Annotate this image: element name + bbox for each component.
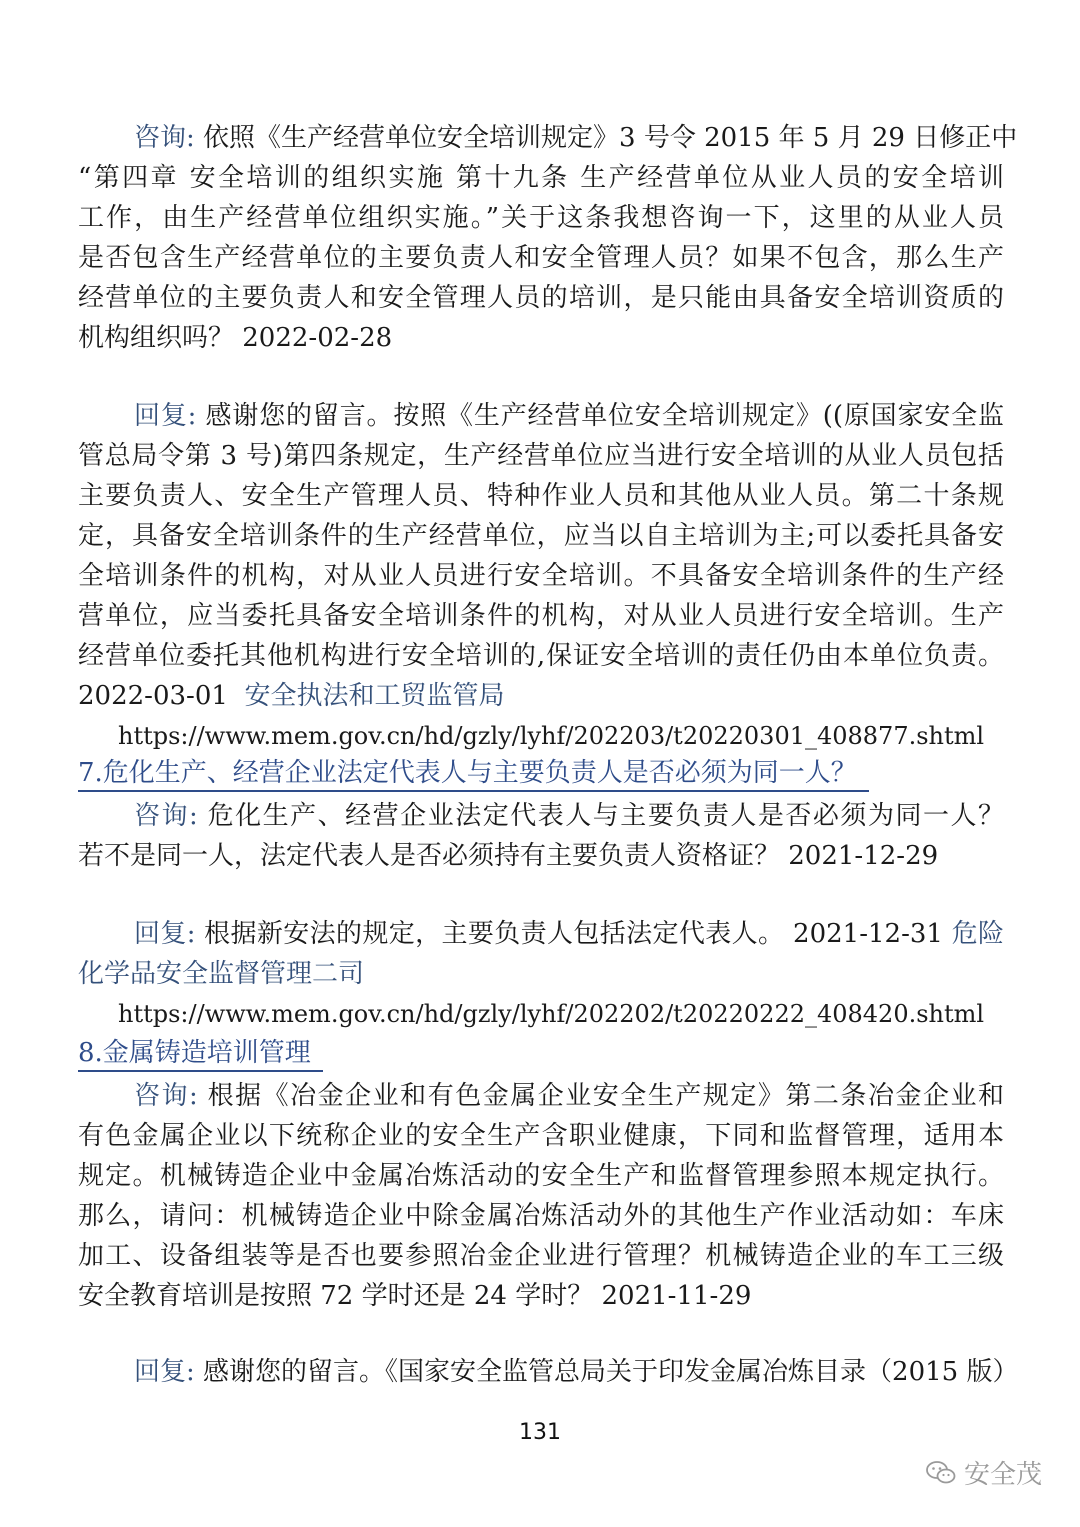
- text-line-content: 感谢您的留言。《国家安全监管总局关于印发金属冶炼目录（2015 版）: [194, 1357, 1019, 1387]
- text-line-content: 依照《生产经营单位安全培训规定》3 号令 2015 年 5 月 29 日修正中: [194, 123, 1018, 153]
- section-heading-8[interactable]: 8.金属铸造培训管理: [78, 1036, 323, 1072]
- text-line: 主要负责人、安全生产管理人员、特种作业人员和其他从业人员。第二十条规: [78, 481, 1004, 511]
- section-heading-7[interactable]: 7.危化生产、经营企业法定代表人与主要负责人是否必须为同一人？: [78, 756, 869, 792]
- reply-source: 安全执法和工贸监管局: [244, 681, 505, 711]
- inquiry-paragraph-2: [78, 796, 1004, 876]
- text-line: 机构组织吗？ 2022-02-28: [78, 323, 393, 353]
- source-url-2[interactable]: https://www.mem.gov.cn/hd/gzly/lyhf/202202/t20220222_408420.shtml: [118, 1000, 985, 1028]
- text-line: [78, 396, 1004, 436]
- text-line-content: 感谢您的留言。按照《生产经营单位安全培训规定》((原国家安全监: [196, 401, 1004, 431]
- text-line: [78, 1352, 1019, 1392]
- text-line: 管总局令第 3 号)第四条规定，生产经营单位应当进行安全培训的从业人员包括: [78, 441, 1004, 471]
- text-line: 经营单位的主要负责人和安全管理人员的培训，是只能由具备安全培训资质的: [78, 283, 1004, 313]
- reply-date: 2022-03-01: [78, 681, 228, 711]
- reply-label: 回复:: [134, 919, 196, 949]
- text-line-content: 根据《冶金企业和有色金属企业安全生产规定》第二条冶金企业和: [197, 1081, 1005, 1111]
- text-line: 安全教育培训是按照 72 学时还是 24 学时？ 2021-11-29: [78, 1281, 752, 1311]
- text-line: [78, 118, 1018, 158]
- inquiry-label: 咨询:: [134, 1081, 198, 1111]
- reply-label: 回复:: [134, 1357, 195, 1387]
- inquiry-paragraph-3: [78, 1076, 1004, 1316]
- text-line: 营单位，应当委托具备安全培训条件的机构，对从业人员进行安全培训。生产: [78, 601, 1004, 631]
- text-line: [78, 676, 1004, 716]
- inquiry-label: 咨询:: [134, 801, 198, 831]
- text-line: 那么，请问：机械铸造企业中除金属冶炼活动外的其他生产作业活动如：车床: [78, 1201, 1004, 1231]
- text-line: “第四章 安全培训的组织实施 第十九条 生产经营单位从业人员的安全培训: [78, 163, 1004, 193]
- watermark-text: 安全茂: [963, 1460, 1042, 1490]
- text-line: 工作，由生产经营单位组织实施。”关于这条我想咨询一下，这里的从业人员: [78, 203, 1004, 233]
- text-line: [78, 1076, 1004, 1116]
- wechat-icon: [926, 1460, 956, 1486]
- page-number: 131: [519, 1420, 561, 1445]
- reply-paragraph-3: [78, 1352, 1019, 1392]
- text-line-content: 根据新安法的规定，主要负责人包括法定代表人。 2021-12-31: [195, 919, 952, 949]
- inquiry-label: 咨询:: [134, 123, 195, 153]
- text-line: 定，具备安全培训条件的生产经营单位，应当以自主培训为主;可以委托具备安: [78, 521, 1004, 551]
- reply-paragraph-2: [78, 914, 1004, 994]
- reply-label: 回复:: [134, 401, 197, 431]
- text-line: [78, 914, 1004, 954]
- text-line-content: 危化生产、经营企业法定代表人与主要负责人是否必须为同一人？: [197, 801, 1005, 831]
- reply-source: 危险: [951, 919, 1004, 949]
- text-line: 是否包含生产经营单位的主要负责人和安全管理人员？如果不包含，那么生产: [78, 243, 1004, 273]
- inquiry-paragraph-1: [78, 118, 1018, 358]
- text-line: [78, 796, 1004, 836]
- text-line: 若不是同一人，法定代表人是否必须持有主要负责人资格证？ 2021-12-29: [78, 841, 939, 871]
- text-line: 规定。机械铸造企业中金属冶炼活动的安全生产和监督管理参照本规定执行。: [78, 1161, 1004, 1191]
- source-url-1[interactable]: https://www.mem.gov.cn/hd/gzly/lyhf/202203/t20220301_408877.shtml: [118, 722, 985, 750]
- text-line: 全培训条件的机构，对从业人员进行安全培训。不具备安全培训条件的生产经: [78, 561, 1004, 591]
- reply-source-continued: 化学品安全监督管理二司: [78, 959, 365, 989]
- text-line: 经营单位委托其他机构进行安全培训的,保证安全培训的责任仍由本单位负责。: [78, 641, 1004, 671]
- text-line: 有色金属企业以下统称企业的安全生产含职业健康，下同和监督管理，适用本: [78, 1121, 1004, 1151]
- watermark: [926, 1454, 1042, 1491]
- text-line: 加工、设备组装等是否也要参照冶金企业进行管理？机械铸造企业的车工三级: [78, 1241, 1004, 1271]
- reply-paragraph-1: [78, 396, 1004, 716]
